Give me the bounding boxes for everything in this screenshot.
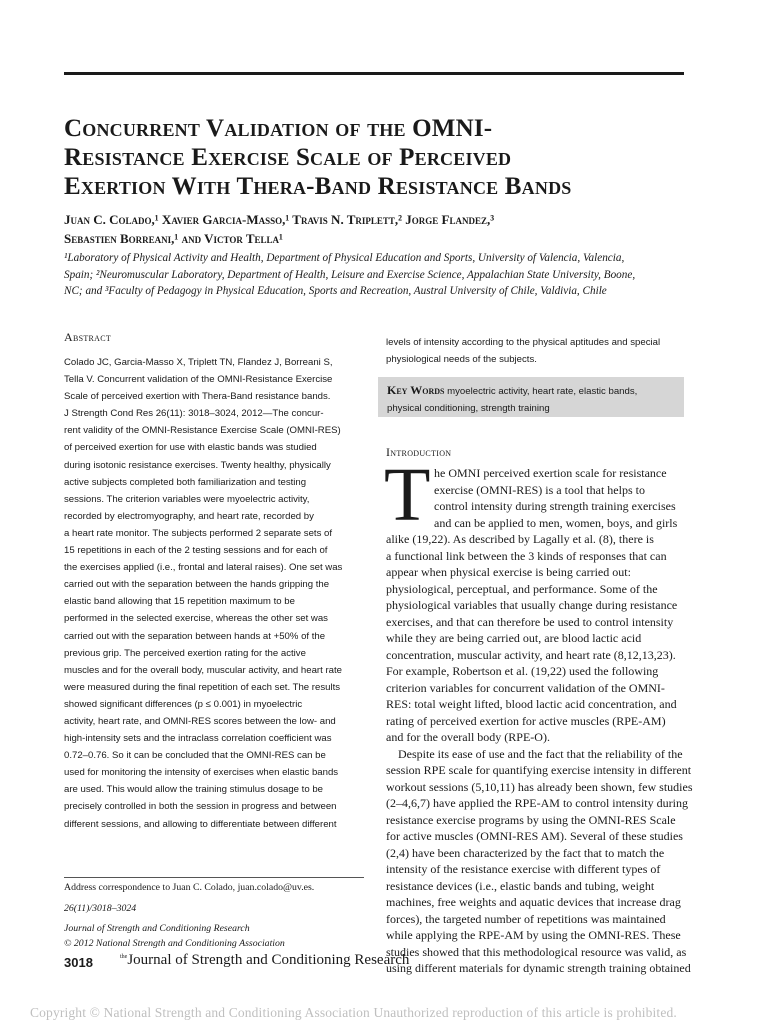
copyright-note: © 2012 National Strength and Conditioning Association xyxy=(64,937,285,949)
abstract-line: active subjects completed both familiarization and testing xyxy=(64,476,307,488)
keywords-box xyxy=(378,377,684,417)
abstract-line: sessions. The criterion variables were myoelectric activity, xyxy=(64,493,310,505)
abstract-line: were measured during the final repetition of each set. The results xyxy=(64,681,341,693)
abstract-heading: Abstract xyxy=(64,330,112,344)
affiliation-line: Spain; ²Neuromuscular Laboratory, Department of Health, Leisure and Exercise Science, Appalachian State University, Boone, xyxy=(64,268,636,281)
intro-line: exercises, and that can therefore be used to control intensity xyxy=(386,614,674,629)
correspondence-note: Address correspondence to Juan C. Colado, juan.colado@uv.es. xyxy=(64,882,315,893)
intro-line: he OMNI perceived exertion scale for resistance xyxy=(434,466,667,480)
journal-the: the xyxy=(120,954,128,960)
keywords-label: Key Words xyxy=(387,383,445,397)
drop-cap: T xyxy=(384,453,431,537)
title-line: Exertion With Thera-Band Resistance Bands xyxy=(64,173,572,200)
keywords-line: myoelectric activity, heart rate, elastic bands, xyxy=(447,386,638,397)
abstract-line: during isotonic resistance exercises. Twenty healthy, physically xyxy=(64,459,331,471)
page-number: 3018 xyxy=(64,955,93,970)
footnote-rule xyxy=(64,877,364,878)
volume-note: 26(11)/3018–3024 xyxy=(64,902,137,914)
abstract-line: a heart rate monitor. The subjects performed 2 separate sets of xyxy=(64,527,333,539)
footnotes xyxy=(64,881,374,951)
abstract-line: precisely controlled in both the session in progress and between xyxy=(64,801,337,813)
abstract-line: carried out with the separation between hands at +50% of the xyxy=(64,630,326,642)
intro-line: studies showed that this methodological resource was valid, as xyxy=(386,944,687,959)
abstract-line: 0.72–0.76. So it can be concluded that the OMNI-RES can be xyxy=(64,750,326,762)
abstract-line: used for monitoring the intensity of exercises when elastic bands xyxy=(64,767,339,779)
abstract-line: performed in the selected exercise, whereas the other set was xyxy=(64,613,328,625)
intro-line: appear when physical exercise is being carried out: xyxy=(386,565,631,579)
abstract-line: Scale of perceived exertion with Thera-Band resistance bands. xyxy=(64,391,331,403)
abstract-line: activity, heart rate, and OMNI-RES scores between the low- and xyxy=(64,715,336,727)
intro-line: control intensity during strength training exercises xyxy=(434,499,676,513)
intro-line: (2–4,6,7) have applied the RPE-AM to control intensity during xyxy=(386,796,688,810)
intro-line: alike (19,22). As described by Lagally et al. (8), there is xyxy=(386,532,654,546)
intro-line: RES: total weight lifted, blood lactic acid concentration, and xyxy=(386,697,677,711)
title-line: Resistance Exercise Scale of Perceived xyxy=(64,144,512,171)
abstract-line: 15 repetitions in each of the 2 testing sessions and for each of xyxy=(64,545,328,557)
abstract-line: showed significant differences (p ≤ 0.001) in myoelectric xyxy=(64,698,303,710)
affiliation-line: ¹Laboratory of Physical Activity and Health, Department of Physical Education and Sports, University of Valencia, Valencia, xyxy=(64,252,625,264)
intro-line: intensity of the resistance exercise with different types of xyxy=(386,862,661,876)
intro-line: exercise (OMNI-RES) is a tool that helps to xyxy=(434,482,645,497)
journal-name: Journal of Strength and Conditioning Research xyxy=(127,952,410,968)
abstract-line: Colado JC, Garcia-Masso X, Triplett TN, Flandez J, Borreani S, xyxy=(64,357,333,368)
running-journal-title xyxy=(120,952,409,969)
keywords-line: physical conditioning, strength training xyxy=(387,403,550,414)
abstract-line: previous grip. The perceived exertion rating for the active xyxy=(64,647,306,659)
abstract-line: muscles and for the overall body, muscular activity, and heart rate xyxy=(64,664,342,676)
intro-line: resistance devices (i.e., elastic bands and tubing, weight xyxy=(386,878,655,893)
intro-line: criterion variables for concurrent validation of the OMNI- xyxy=(386,680,665,695)
intro-line: while applying the RPE-AM by using the OMNI-RES. These xyxy=(386,928,681,942)
abstract-line: the exercises applied (i.e., frontal and lateral raises). One set was xyxy=(64,562,343,574)
intro-line: rating of perceived exertion for active muscles (RPE-AM) xyxy=(386,713,666,728)
affiliations xyxy=(64,250,684,300)
intro-line: concentration, muscular activity, and heart rate (8,12,13,23). xyxy=(386,647,676,662)
intro-line: forces), the targeted number of repetitions was maintained xyxy=(386,911,666,926)
intro-line: resistance exercise programs by using the OMNI-RES Scale xyxy=(386,812,676,827)
copyright-watermark: Copyright © National Strength and Conditioning Association Unauthorized reproduction of this article is prohibited. xyxy=(30,1005,677,1020)
abstract-line: different sessions, and allowing to differentiate between different xyxy=(64,818,337,830)
article-title xyxy=(64,114,694,201)
intro-line: physiological, perceptual, and performance. Some of the xyxy=(386,581,658,596)
intro-line: Despite its ease of use and the fact that the reliability of the xyxy=(398,746,683,761)
abstract-line: levels of intensity according to the physical aptitudes and special xyxy=(386,337,661,348)
abstract-line: recorded by electromyography, and heart rate, recorded by xyxy=(64,510,314,522)
intro-line: and can be applied to men, women, boys, and girls xyxy=(434,515,678,530)
abstract-line: Tella V. Concurrent validation of the OMNI-Resistance Exercise xyxy=(64,374,333,386)
intro-line: while they are being carried out, are blood lactic acid xyxy=(386,631,642,645)
intro-line: session RPE scale for quantifying exercise intensity in different xyxy=(386,763,692,777)
introduction-body xyxy=(386,465,693,977)
abstract-line: elastic band allowing that 15 repetition maximum to be xyxy=(64,596,295,608)
intro-line: a functional link between the 3 kinds of responses that can xyxy=(386,548,667,563)
author-list xyxy=(64,210,704,248)
introduction-heading: Introduction xyxy=(386,445,452,459)
abstract-line: rent validity of the OMNI-Resistance Exercise Scale (OMNI-RES) xyxy=(64,425,341,437)
intro-line: workout sessions (5,10,11) has already been shown, few studies xyxy=(386,779,693,794)
intro-line: using different materials for dynamic strength training obtained xyxy=(386,961,691,975)
affiliation-line: NC; and ³Faculty of Pedagogy in Physical Education, Sports and Recreation, Austral University of Chile, Valdivia, Chile xyxy=(64,285,607,297)
intro-line: For example, Robertson et al. (19,22) used the following xyxy=(386,664,659,678)
abstract-line: of perceived exertion for use with elastic bands was studied xyxy=(64,442,317,454)
title-line: Concurrent Validation of the OMNI- xyxy=(64,115,493,142)
intro-line: and for the overall body (RPE-O). xyxy=(386,730,550,744)
author-line: Sebastien Borreani,¹ and Victor Tella¹ xyxy=(64,231,283,246)
abstract-line: carried out with the separation between the hands gripping the xyxy=(64,579,330,591)
abstract-continued xyxy=(386,334,686,368)
abstract-line: J Strength Cond Res 26(11): 3018–3024, 2012—The concur- xyxy=(64,408,324,420)
top-rule xyxy=(64,72,684,75)
journal-note: Journal of Strength and Conditioning Research xyxy=(64,923,250,935)
abstract-body xyxy=(64,354,364,833)
intro-line: machines, free weights and aquatic devices that increase drag xyxy=(386,895,681,909)
intro-line: (2,4) have been characterized by the fact that to match the xyxy=(386,845,665,860)
abstract-line: are used. This would allow the training stimulus dosage to be xyxy=(64,784,324,796)
author-line: Juan C. Colado,¹ Xavier Garcia-Masso,¹ Travis N. Triplett,² Jorge Flandez,³ xyxy=(64,212,495,227)
abstract-line: high-intensity sets and the intraclass correlation coefficient was xyxy=(64,733,332,745)
intro-line: physiological variables that usually change during resistance xyxy=(386,598,678,612)
intro-line: for active muscles (OMNI-RES AM). Several of these studies xyxy=(386,829,683,843)
abstract-line: physiological needs of the subjects. xyxy=(386,354,537,366)
